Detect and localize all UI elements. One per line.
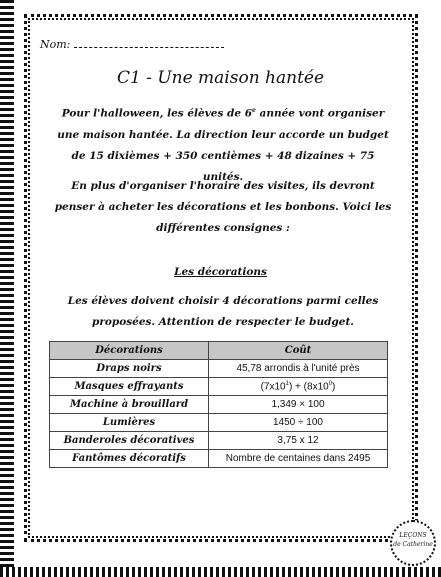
decoration-cost: Nombre de centaines dans 2495 xyxy=(209,450,388,468)
table-row xyxy=(50,396,388,414)
table-row xyxy=(50,360,388,378)
table-header-row xyxy=(50,342,388,360)
table-row xyxy=(50,378,388,396)
decoration-name: Fantômes décoratifs xyxy=(50,450,209,468)
header-cost: Coût xyxy=(209,342,388,360)
decoration-name: Lumières xyxy=(50,414,209,432)
decoration-cost: 1,349 × 100 xyxy=(209,396,388,414)
decoration-cost: 1450 ÷ 100 xyxy=(209,414,388,432)
section-title: Les décorations xyxy=(174,266,267,278)
table-row xyxy=(50,432,388,450)
worksheet-title: C1 - Une maison hantée xyxy=(116,68,325,88)
decoration-name: Draps noirs xyxy=(50,360,209,378)
bottom-edge-decoration xyxy=(0,567,441,577)
decoration-name: Masques effrayants xyxy=(50,378,209,396)
name-blank-line xyxy=(74,38,224,48)
instructions-paragraph: En plus d'organiser l'horaire des visites, ils devront penser à acheter les décorations et les bonbons. Voici les différentes consignes : xyxy=(54,180,392,234)
decoration-cost: $(7x10^1) + (8x10^0)$ xyxy=(209,378,388,396)
name-label: Nom: xyxy=(40,38,71,51)
section-text: Les élèves doivent choisir 4 décorations parmi celles proposées. Attention de respecter le budget. xyxy=(67,295,379,328)
decoration-cost: 45,78 arrondis à l'unité près xyxy=(209,360,388,378)
logo-line-1: LEÇONS xyxy=(399,532,427,539)
decorations-table xyxy=(49,341,388,468)
header-decorations: Décorations xyxy=(50,342,209,360)
decoration-cost: 3,75 x 12 xyxy=(209,432,388,450)
name-field xyxy=(40,38,224,51)
intro-paragraph: Pour l'halloween, les élèves de 6e année vont organiser une maison hantée. La direction leur accorde un budget de 15 dixièmes + 350 centièmes + 48 dizaines + 75 unités. xyxy=(57,107,389,183)
decoration-name: Machine à brouillard xyxy=(50,396,209,414)
table-row xyxy=(50,450,388,468)
decoration-name: Banderoles décoratives xyxy=(50,432,209,450)
table-row xyxy=(50,414,388,432)
author-logo xyxy=(390,520,436,566)
logo-line-2: de Catherine xyxy=(393,541,433,548)
